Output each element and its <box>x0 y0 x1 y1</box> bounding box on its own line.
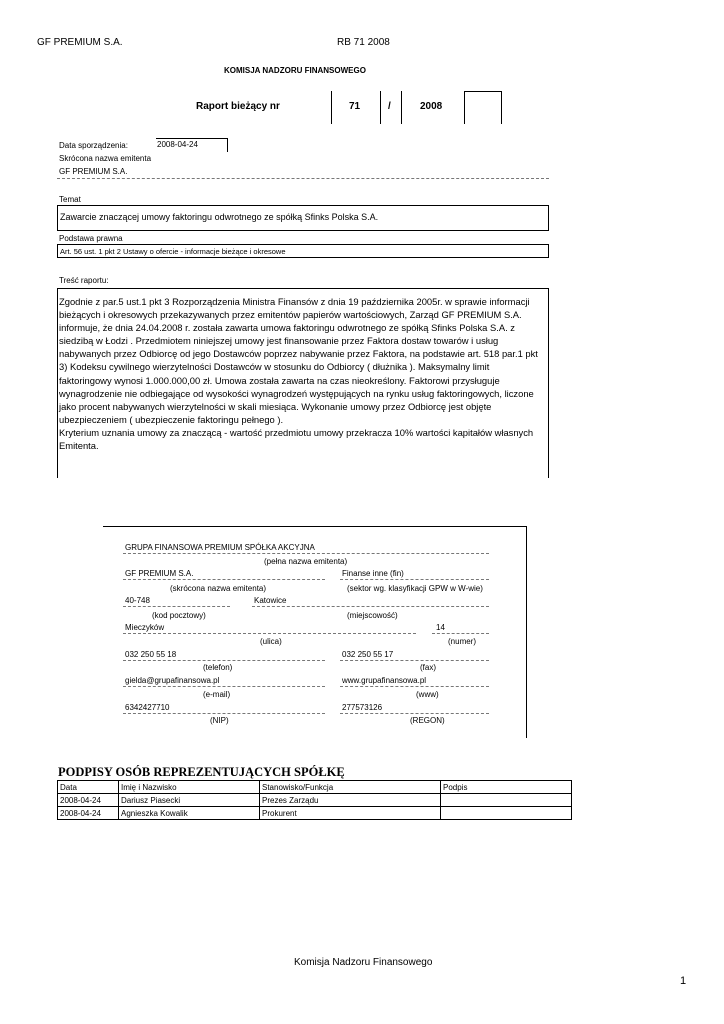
issuer-www[interactable]: www.grupafinansowa.pl <box>342 676 427 685</box>
page-number: 1 <box>680 975 687 987</box>
content-label: Treść raportu: <box>59 276 109 285</box>
table-row <box>58 807 572 820</box>
content-line: Kryterium uznania umowy za znaczącą - wartość przedmiotu umowy przekracza 10% wartości kapitałów własnych <box>59 426 534 438</box>
content-line: jako procent nabywanych wierzytelności w skali miesiąca. Wykonanie umowy przez Odbiorcę jest objęte <box>59 400 492 412</box>
report-label: Raport bieżący nr <box>196 101 280 112</box>
content-line: siedzibą w Łodzi . Przedmiotem niniejszej umowy jest finansowanie przez Faktora dostaw towarów i usług <box>59 335 499 347</box>
content-line: bieżących i okresowych przekazywanych przez emitentów papierów wartościowych, Zarząd GF PREMIUM S.A. <box>59 309 522 321</box>
header-report-id: RB 71 2008 <box>337 37 390 48</box>
issuer-www-caption: (www) <box>416 690 439 699</box>
issuer-street: Mieczyków <box>125 623 165 632</box>
header-issuer: GF PREMIUM S.A. <box>37 37 123 48</box>
issuer-postal-code: 40-748 <box>125 596 150 605</box>
issuer-regon: 277573126 <box>342 703 383 712</box>
short-name-label: Skrócona nazwa emitenta <box>59 154 152 163</box>
table-header-row <box>58 781 572 794</box>
short-name-value: GF PREMIUM S.A. <box>59 167 128 176</box>
issuer-short-name: GF PREMIUM S.A. <box>125 569 194 578</box>
topic-value: Zawarcie znaczącej umowy faktoringu odwrotnego ze spółką Sfinks Polska S.A. <box>57 205 549 231</box>
table-cell: Prokurent <box>260 807 441 820</box>
table-cell: Agnieszka Kowalik <box>119 807 260 820</box>
commission-title: KOMISJA NADZORU FINANSOWEGO <box>224 66 366 75</box>
issuer-city: Katowice <box>254 596 287 605</box>
topic-label: Temat <box>59 195 81 204</box>
content-line: faktoringowy wynosi 1.000.000,00 zł. Umowa została zawarta na czas nieokreślony. Faktorowi przysługuje <box>59 374 500 386</box>
issuer-short-name-caption: (skrócona nazwa emitenta) <box>170 584 267 593</box>
table-cell <box>441 807 572 820</box>
content-body <box>59 295 549 452</box>
legal-basis-label: Podstawa prawna <box>59 234 123 243</box>
issuer-number-caption: (numer) <box>448 637 477 646</box>
issuer-fax: 032 250 55 17 <box>342 650 394 659</box>
content-line: 3) Kodeksu cywilnego wierzytelności Dostawców w stosunku do Odbiorcy ( dłużnika ). Maksymalny limit <box>59 361 490 373</box>
report-slash: / <box>388 101 391 112</box>
date-label: Data sporządzenia: <box>59 141 128 150</box>
issuer-regon-caption: (REGON) <box>410 716 445 725</box>
report-number: 71 <box>349 101 361 112</box>
table-cell: Dariusz Piasecki <box>119 794 260 807</box>
signatures-table <box>57 780 572 820</box>
content-line: wynagrodzenie nie odbiegające od wysokości wynagrodzeń występujących na rynku usług faktoringowych, liczone <box>59 387 534 399</box>
table-header-cell: Imię i Nazwisko <box>119 781 260 794</box>
issuer-phone-caption: (telefon) <box>203 663 233 672</box>
issuer-sector: Finanse inne (fin) <box>342 569 404 578</box>
table-cell: Prezes Zarządu <box>260 794 441 807</box>
issuer-street-caption: (ulica) <box>260 637 282 646</box>
table-cell: 2008-04-24 <box>58 794 119 807</box>
issuer-email-caption: (e-mail) <box>203 690 231 699</box>
report-year: 2008 <box>420 101 443 112</box>
legal-basis-value: Art. 56 ust. 1 pkt 2 Ustawy o ofercie - informacje bieżące i okresowe <box>57 244 549 258</box>
content-line: nabywanych przez Odbiorcę od jego Dostawców poprzez nabywanie przez Faktora, na podstawie art. 518 par.1 pkt <box>59 348 538 360</box>
issuer-number: 14 <box>436 623 445 632</box>
issuer-full-name-caption: (pełna nazwa emitenta) <box>264 557 348 566</box>
table-header-cell: Data <box>58 781 119 794</box>
content-line: ubezpieczeniem ( ubezpieczenie faktoringu pełnego ). <box>59 413 284 425</box>
table-header-cell: Podpis <box>441 781 572 794</box>
issuer-full-name: GRUPA FINANSOWA PREMIUM SPÓŁKA AKCYJNA <box>125 543 315 552</box>
issuer-city-caption: (miejscowość) <box>347 611 398 620</box>
table-header-cell: Stanowisko/Funkcja <box>260 781 441 794</box>
table-row <box>58 794 572 807</box>
content-line: Emitenta. <box>59 440 99 452</box>
issuer-nip: 6342427710 <box>125 703 170 712</box>
date-value: 2008-04-24 <box>156 138 228 152</box>
content-line: Zgodnie z par.5 ust.1 pkt 3 Rozporządzenia Ministra Finansów z dnia 19 października 2005r. w sprawie informacji <box>59 296 530 307</box>
issuer-email[interactable]: gielda@grupafinansowa.pl <box>125 676 220 685</box>
content-line: informuje, że dnia 24.04.2008 r. została zawarta umowa faktoringu odwrotnego ze spółką Sfinks Polska S.A. z <box>59 322 515 334</box>
issuer-sector-caption: (sektor wg. klasyfikacji GPW w W-wie) <box>347 584 483 593</box>
issuer-phone: 032 250 55 18 <box>125 650 177 659</box>
issuer-fax-caption: (fax) <box>420 663 436 672</box>
issuer-postal-caption: (kod pocztowy) <box>152 611 206 620</box>
table-cell <box>441 794 572 807</box>
table-cell: 2008-04-24 <box>58 807 119 820</box>
footer-title: Komisja Nadzoru Finansowego <box>294 957 433 968</box>
signatures-title: PODPISY OSÓB REPREZENTUJĄCYCH SPÓŁKĘ <box>58 765 345 779</box>
issuer-nip-caption: (NIP) <box>210 716 229 725</box>
